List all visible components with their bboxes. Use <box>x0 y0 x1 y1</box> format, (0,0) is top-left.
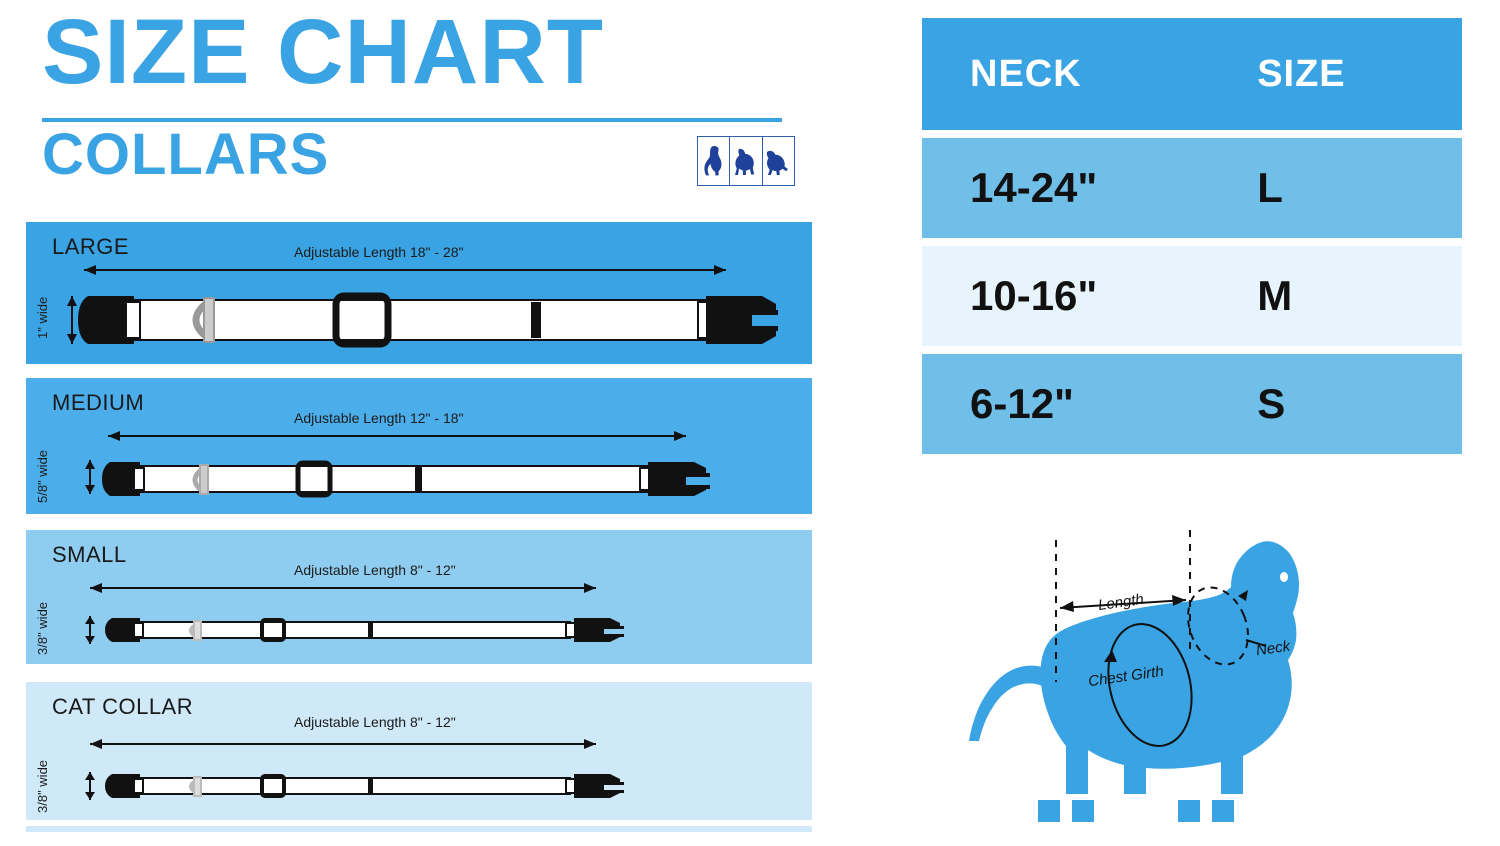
table-row <box>922 138 1462 238</box>
collar-panel-medium <box>26 378 812 514</box>
dog-trio-icon-box <box>697 136 795 186</box>
collar-medium-diagram <box>26 378 812 514</box>
dog-walking-icon <box>763 137 794 185</box>
measurement-diagram <box>860 500 1500 846</box>
collar-width-label: 3/8" wide <box>35 759 50 813</box>
collar-size-label: CAT COLLAR <box>52 694 194 719</box>
collar-adjustable-label: Adjustable Length 12" - 18" <box>294 410 464 426</box>
column-header-size: SIZE <box>1257 52 1346 95</box>
dog-standing-icon <box>730 137 762 185</box>
collar-panel-small <box>26 530 812 664</box>
cell-size: L <box>1257 164 1283 211</box>
label-chest-girth: Chest Girth <box>1087 662 1165 691</box>
label-length: Length <box>1097 590 1145 615</box>
column-header-neck: NECK <box>970 52 1082 95</box>
collar-adjustable-label: Adjustable Length 8" - 12" <box>294 714 456 730</box>
table-header-row <box>922 18 1462 130</box>
left-bottom-bar <box>26 826 812 832</box>
cell-size: S <box>1257 380 1286 427</box>
collar-cat-diagram <box>26 682 812 820</box>
dog-sitting-icon <box>698 137 730 185</box>
collar-size-label: LARGE <box>52 234 130 259</box>
collar-size-label: SMALL <box>52 542 127 567</box>
table-row <box>922 246 1462 346</box>
collar-adjustable-label: Adjustable Length 8" - 12" <box>294 562 456 578</box>
collar-adjustable-label: Adjustable Length 18" - 28" <box>294 244 464 260</box>
collar-small-diagram <box>26 530 812 664</box>
collar-width-label: 5/8" wide <box>35 449 50 503</box>
collar-panel-cat <box>26 682 812 820</box>
cell-size: M <box>1257 272 1293 319</box>
collar-width-label: 1" wide <box>35 296 50 339</box>
collar-width-label: 3/8" wide <box>35 601 50 655</box>
label-neck: Neck <box>1254 637 1292 660</box>
cell-neck-range: 14-24" <box>970 164 1098 211</box>
table-row <box>922 354 1462 454</box>
cell-neck-range: 10-16" <box>970 272 1098 319</box>
page-title: SIZE CHART <box>42 1 604 103</box>
collar-size-label: MEDIUM <box>52 390 145 415</box>
collar-large-diagram <box>26 222 812 364</box>
page-subtitle: COLLARS <box>42 122 330 187</box>
dog-measurement-silhouette <box>860 500 1500 846</box>
size-table <box>922 18 1462 462</box>
cell-neck-range: 6-12" <box>970 380 1074 427</box>
right-column <box>860 0 1500 846</box>
collar-panel-large <box>26 222 812 364</box>
